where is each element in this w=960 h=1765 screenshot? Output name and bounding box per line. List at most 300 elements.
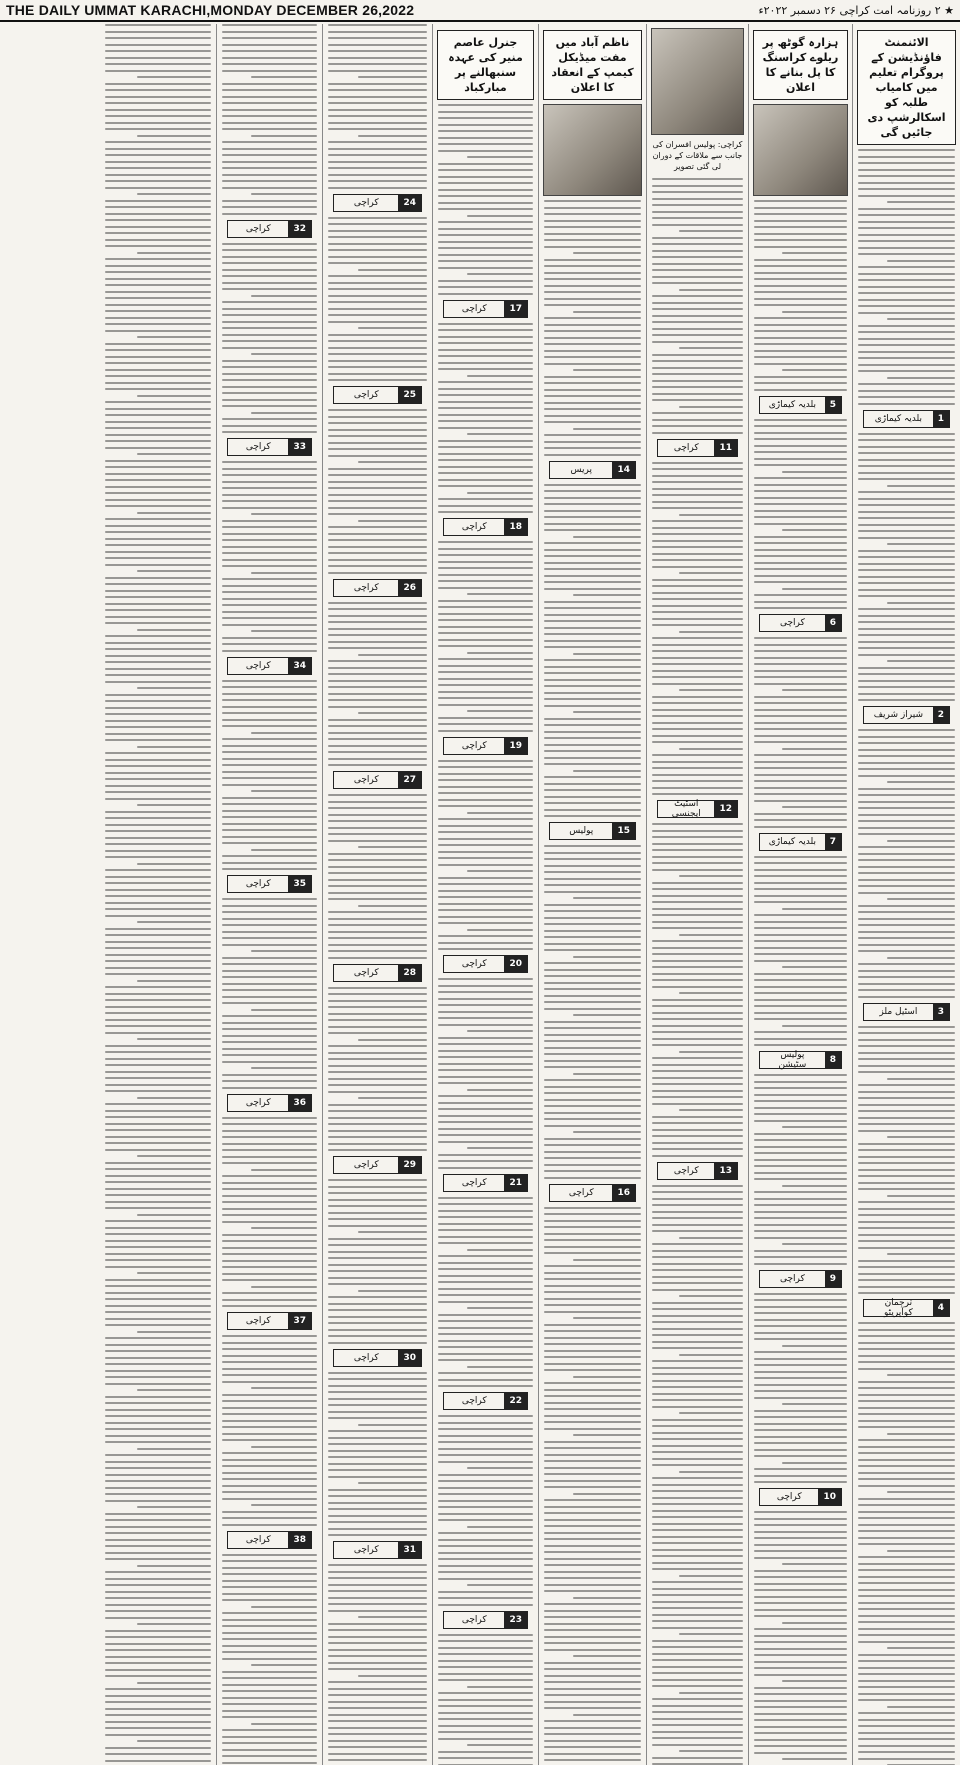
text-line bbox=[573, 1493, 641, 1495]
story-dateline: کراچی bbox=[353, 775, 379, 785]
text-line bbox=[222, 1762, 317, 1764]
text-line bbox=[328, 879, 427, 881]
text-line bbox=[652, 1256, 743, 1258]
text-line bbox=[222, 816, 317, 818]
text-line bbox=[438, 1653, 533, 1655]
text-line bbox=[438, 773, 533, 775]
text-line bbox=[105, 1636, 211, 1638]
text-line bbox=[328, 552, 427, 554]
text-line bbox=[438, 208, 533, 210]
text-line bbox=[105, 1019, 211, 1021]
text-line bbox=[858, 1279, 955, 1281]
text-line bbox=[438, 293, 533, 295]
text-line bbox=[105, 141, 211, 143]
text-line bbox=[754, 637, 847, 639]
text-line bbox=[328, 686, 427, 688]
text-line bbox=[754, 1475, 847, 1477]
text-line bbox=[754, 1012, 847, 1014]
text-line bbox=[328, 1026, 427, 1028]
text-line bbox=[105, 213, 211, 215]
text-line bbox=[652, 507, 743, 509]
text-line bbox=[467, 1744, 534, 1746]
text-line bbox=[782, 588, 847, 590]
text-line bbox=[544, 1086, 641, 1088]
text-line bbox=[328, 1309, 427, 1311]
text-line bbox=[438, 1050, 533, 1052]
text-line bbox=[887, 1706, 955, 1708]
text-line bbox=[137, 980, 211, 982]
text-line bbox=[328, 1534, 427, 1536]
text-line bbox=[222, 1299, 317, 1301]
text-line bbox=[222, 1273, 317, 1275]
text-line bbox=[328, 1130, 427, 1132]
text-line bbox=[652, 432, 743, 434]
text-line bbox=[222, 96, 317, 98]
text-line bbox=[754, 1550, 847, 1552]
text-line bbox=[754, 702, 847, 704]
text-line bbox=[544, 1021, 641, 1023]
text-line bbox=[754, 1449, 847, 1451]
text-line bbox=[652, 1155, 743, 1157]
text-line bbox=[438, 1024, 533, 1026]
text-line bbox=[105, 564, 211, 566]
text-line bbox=[328, 89, 427, 91]
text-line bbox=[858, 1188, 955, 1190]
text-line bbox=[858, 1680, 955, 1682]
text-line bbox=[754, 285, 847, 287]
text-line bbox=[438, 1320, 533, 1322]
text-line bbox=[328, 63, 427, 65]
text-line bbox=[858, 446, 955, 448]
story-dateline: کراچی bbox=[461, 522, 487, 532]
text-line bbox=[328, 565, 427, 567]
text-line bbox=[105, 174, 211, 176]
text-line bbox=[544, 1753, 641, 1755]
text-line bbox=[105, 648, 211, 650]
text-line bbox=[328, 96, 427, 98]
text-line bbox=[105, 1545, 211, 1547]
text-line bbox=[222, 44, 317, 46]
text-line bbox=[754, 722, 847, 724]
text-line bbox=[544, 1125, 641, 1127]
text-line bbox=[544, 1408, 641, 1410]
text-line bbox=[544, 672, 641, 674]
text-line bbox=[754, 1739, 847, 1741]
story-number: 29 bbox=[398, 1157, 421, 1173]
text-line bbox=[358, 1616, 427, 1618]
text-line bbox=[754, 594, 847, 596]
text-line bbox=[222, 1368, 317, 1370]
text-line bbox=[222, 1253, 317, 1255]
text-line bbox=[105, 323, 211, 325]
story-dateline: کراچی bbox=[245, 660, 271, 671]
text-line bbox=[438, 1262, 533, 1264]
story-number: 8 bbox=[825, 1052, 841, 1068]
text-line bbox=[328, 187, 427, 189]
text-line bbox=[544, 705, 641, 707]
text-line bbox=[438, 805, 533, 807]
text-line bbox=[679, 1051, 743, 1053]
text-line bbox=[105, 408, 211, 410]
story-marker bbox=[759, 1488, 842, 1506]
text-line bbox=[858, 1751, 955, 1753]
text-line bbox=[222, 539, 317, 541]
text-line bbox=[105, 557, 211, 559]
text-line bbox=[467, 1467, 534, 1469]
text-line bbox=[467, 433, 534, 435]
text-line bbox=[754, 1074, 847, 1076]
text-line bbox=[438, 1340, 533, 1342]
text-line bbox=[754, 337, 847, 339]
text-line bbox=[544, 1001, 641, 1003]
text-line bbox=[328, 1430, 427, 1432]
column-body bbox=[647, 178, 748, 1765]
text-line bbox=[222, 957, 317, 959]
text-line bbox=[887, 898, 955, 900]
text-line bbox=[858, 1162, 955, 1164]
text-line bbox=[754, 363, 847, 365]
text-line bbox=[105, 1649, 211, 1651]
text-line bbox=[544, 988, 641, 990]
story-marker bbox=[443, 1392, 528, 1410]
text-line bbox=[887, 1078, 955, 1080]
text-line bbox=[222, 1221, 317, 1223]
text-line bbox=[754, 516, 847, 518]
text-line bbox=[858, 1117, 955, 1119]
text-line bbox=[251, 1169, 318, 1171]
text-line bbox=[438, 381, 533, 383]
text-line bbox=[105, 726, 211, 728]
story-number: 34 bbox=[288, 658, 311, 674]
story-marker bbox=[863, 1299, 950, 1317]
text-line bbox=[754, 265, 847, 267]
text-line bbox=[544, 796, 641, 798]
text-line bbox=[328, 1603, 427, 1605]
text-line bbox=[858, 1322, 955, 1324]
text-line bbox=[858, 615, 955, 617]
text-line bbox=[105, 986, 211, 988]
text-line bbox=[222, 481, 317, 483]
text-line bbox=[222, 1035, 317, 1037]
text-line bbox=[438, 998, 533, 1000]
text-line bbox=[887, 1647, 955, 1649]
text-line bbox=[754, 1120, 847, 1122]
text-line bbox=[438, 440, 533, 442]
text-line bbox=[251, 1504, 318, 1506]
text-line bbox=[858, 885, 955, 887]
text-line bbox=[652, 250, 743, 252]
story-number: 25 bbox=[398, 387, 421, 403]
text-line bbox=[858, 924, 955, 926]
text-line bbox=[222, 1361, 317, 1363]
text-line bbox=[754, 575, 847, 577]
text-line bbox=[679, 875, 743, 877]
text-line bbox=[105, 1435, 211, 1437]
text-line bbox=[544, 858, 641, 860]
text-line bbox=[652, 1620, 743, 1622]
text-line bbox=[858, 1725, 955, 1727]
text-line bbox=[544, 1486, 641, 1488]
text-line bbox=[858, 1413, 955, 1415]
text-line bbox=[222, 591, 317, 593]
text-line bbox=[438, 613, 533, 615]
text-line bbox=[544, 1681, 641, 1683]
story-marker bbox=[443, 1174, 528, 1192]
text-line bbox=[652, 1243, 743, 1245]
text-line bbox=[105, 1318, 211, 1320]
column-headline: جنرل عاصم منیر کی عہدہ سنبھالنے پر مبارکباد bbox=[437, 30, 534, 100]
text-line bbox=[858, 253, 955, 255]
text-line bbox=[544, 1066, 641, 1068]
text-line bbox=[754, 477, 847, 479]
text-line bbox=[438, 1268, 533, 1270]
text-line bbox=[754, 1661, 847, 1663]
text-line bbox=[754, 676, 847, 678]
text-line bbox=[105, 1012, 211, 1014]
story-marker bbox=[443, 1611, 528, 1629]
text-line bbox=[858, 1201, 955, 1203]
text-line bbox=[652, 1451, 743, 1453]
text-line bbox=[438, 587, 533, 589]
text-line bbox=[467, 593, 534, 595]
text-line bbox=[105, 1428, 211, 1430]
text-line bbox=[652, 1334, 743, 1336]
text-line bbox=[544, 239, 641, 241]
story-marker bbox=[863, 410, 950, 428]
text-line bbox=[438, 1134, 533, 1136]
text-line bbox=[858, 175, 955, 177]
text-line bbox=[438, 838, 533, 840]
text-line bbox=[782, 1025, 847, 1027]
text-line bbox=[754, 497, 847, 499]
text-line bbox=[754, 1628, 847, 1630]
text-line bbox=[652, 1315, 743, 1317]
text-line bbox=[754, 992, 847, 994]
text-line bbox=[105, 1253, 211, 1255]
text-line bbox=[222, 507, 317, 509]
text-line bbox=[105, 895, 211, 897]
text-line bbox=[328, 442, 427, 444]
text-line bbox=[858, 214, 955, 216]
text-line bbox=[858, 1569, 955, 1571]
text-line bbox=[105, 1311, 211, 1313]
text-line bbox=[222, 249, 317, 251]
text-line bbox=[328, 1104, 427, 1106]
text-line bbox=[544, 575, 641, 577]
text-line bbox=[222, 366, 317, 368]
text-line bbox=[251, 295, 318, 297]
text-line bbox=[467, 1089, 534, 1091]
text-line bbox=[222, 63, 317, 65]
text-line bbox=[573, 1434, 641, 1436]
text-line bbox=[544, 497, 641, 499]
text-line bbox=[137, 1448, 211, 1450]
text-line bbox=[858, 1335, 955, 1337]
text-line bbox=[222, 154, 317, 156]
text-line bbox=[652, 914, 743, 916]
text-line bbox=[105, 1617, 211, 1619]
text-line bbox=[105, 973, 211, 975]
text-line bbox=[544, 1207, 641, 1209]
text-line bbox=[858, 911, 955, 913]
story-marker bbox=[759, 1051, 842, 1069]
text-line bbox=[544, 1558, 641, 1560]
text-line bbox=[652, 1529, 743, 1531]
text-line bbox=[438, 1056, 533, 1058]
text-line bbox=[328, 1753, 427, 1755]
text-line bbox=[438, 1597, 533, 1599]
text-line bbox=[105, 824, 211, 826]
text-line bbox=[652, 869, 743, 871]
text-line bbox=[652, 1685, 743, 1687]
text-line bbox=[467, 1147, 534, 1149]
text-line bbox=[652, 462, 743, 464]
text-line bbox=[754, 607, 847, 609]
text-line bbox=[328, 334, 427, 336]
text-line bbox=[438, 1506, 533, 1508]
text-line bbox=[222, 598, 317, 600]
text-line bbox=[679, 1354, 743, 1356]
text-line bbox=[858, 1182, 955, 1184]
text-line bbox=[328, 1078, 427, 1080]
text-line bbox=[754, 1583, 847, 1585]
text-line bbox=[328, 1495, 427, 1497]
story-marker bbox=[227, 1312, 312, 1330]
text-line bbox=[222, 1638, 317, 1640]
text-line bbox=[858, 1045, 955, 1047]
text-line bbox=[222, 924, 317, 926]
text-line bbox=[222, 911, 317, 913]
text-line bbox=[358, 1097, 427, 1099]
text-line bbox=[544, 285, 641, 287]
text-line bbox=[544, 1662, 641, 1664]
text-line bbox=[105, 1487, 211, 1489]
text-line bbox=[858, 292, 955, 294]
story-dateline: بلدیہ کیماڑی bbox=[768, 836, 816, 847]
text-line bbox=[858, 989, 955, 991]
text-line bbox=[544, 454, 641, 456]
story-marker bbox=[227, 1531, 312, 1549]
text-line bbox=[328, 1733, 427, 1735]
text-line bbox=[679, 992, 743, 994]
text-line bbox=[105, 440, 211, 442]
text-line bbox=[438, 1069, 533, 1071]
text-line bbox=[438, 567, 533, 569]
text-line bbox=[652, 1148, 743, 1150]
text-line bbox=[105, 1513, 211, 1515]
text-line bbox=[438, 1634, 533, 1636]
text-line bbox=[858, 866, 955, 868]
text-line bbox=[652, 862, 743, 864]
text-line bbox=[652, 1581, 743, 1583]
text-line bbox=[328, 262, 427, 264]
story-dateline: کراچی bbox=[245, 1097, 271, 1108]
text-line bbox=[754, 761, 847, 763]
text-line bbox=[438, 691, 533, 693]
text-line bbox=[222, 680, 317, 682]
text-line bbox=[754, 1038, 847, 1040]
text-line bbox=[328, 1257, 427, 1259]
text-line bbox=[754, 767, 847, 769]
text-line bbox=[105, 752, 211, 754]
text-line bbox=[652, 217, 743, 219]
text-line bbox=[679, 406, 743, 408]
text-line bbox=[222, 379, 317, 381]
text-line bbox=[544, 1649, 641, 1651]
text-line bbox=[754, 432, 847, 434]
text-line bbox=[222, 1433, 317, 1435]
text-line bbox=[438, 554, 533, 556]
story-number: 13 bbox=[714, 1163, 737, 1179]
text-line bbox=[328, 360, 427, 362]
text-line bbox=[105, 1467, 211, 1469]
text-line bbox=[754, 1358, 847, 1360]
text-line bbox=[544, 484, 641, 486]
text-line bbox=[105, 1292, 211, 1294]
text-line bbox=[858, 1381, 955, 1383]
story-marker bbox=[759, 1270, 842, 1288]
text-line bbox=[652, 754, 743, 756]
text-line bbox=[679, 1471, 743, 1473]
text-line bbox=[544, 1454, 641, 1456]
text-line bbox=[222, 161, 317, 163]
text-line bbox=[222, 243, 317, 245]
text-line bbox=[328, 602, 427, 604]
text-line bbox=[222, 418, 317, 420]
text-line bbox=[754, 973, 847, 975]
text-line bbox=[222, 1593, 317, 1595]
story-dateline: کراچی bbox=[779, 1273, 805, 1284]
text-line bbox=[754, 947, 847, 949]
text-line bbox=[222, 1015, 317, 1017]
text-line bbox=[754, 1416, 847, 1418]
story-marker bbox=[443, 518, 528, 536]
text-line bbox=[544, 1421, 641, 1423]
text-line bbox=[858, 1719, 955, 1721]
text-line bbox=[222, 1690, 317, 1692]
text-line bbox=[105, 37, 211, 39]
text-line bbox=[754, 1094, 847, 1096]
text-line bbox=[222, 706, 317, 708]
story-number: 26 bbox=[398, 580, 421, 596]
text-line bbox=[105, 765, 211, 767]
text-line bbox=[652, 1122, 743, 1124]
text-line bbox=[679, 1692, 743, 1694]
text-line bbox=[652, 191, 743, 193]
text-line bbox=[105, 1604, 211, 1606]
text-line bbox=[222, 751, 317, 753]
text-line bbox=[544, 503, 641, 505]
text-line bbox=[438, 323, 533, 325]
text-line bbox=[328, 366, 427, 368]
text-line bbox=[137, 1623, 211, 1625]
text-line bbox=[544, 1164, 641, 1166]
text-line bbox=[328, 1571, 427, 1573]
text-line bbox=[328, 1469, 427, 1471]
text-line bbox=[222, 167, 317, 169]
text-line bbox=[438, 1004, 533, 1006]
text-line bbox=[652, 393, 743, 395]
text-line bbox=[222, 115, 317, 117]
text-line bbox=[105, 414, 211, 416]
text-line bbox=[105, 1396, 211, 1398]
text-line bbox=[105, 1591, 211, 1593]
text-line bbox=[438, 818, 533, 820]
text-line bbox=[782, 1126, 847, 1128]
text-line bbox=[544, 1571, 641, 1573]
text-line bbox=[105, 1344, 211, 1346]
text-line bbox=[544, 1480, 641, 1482]
